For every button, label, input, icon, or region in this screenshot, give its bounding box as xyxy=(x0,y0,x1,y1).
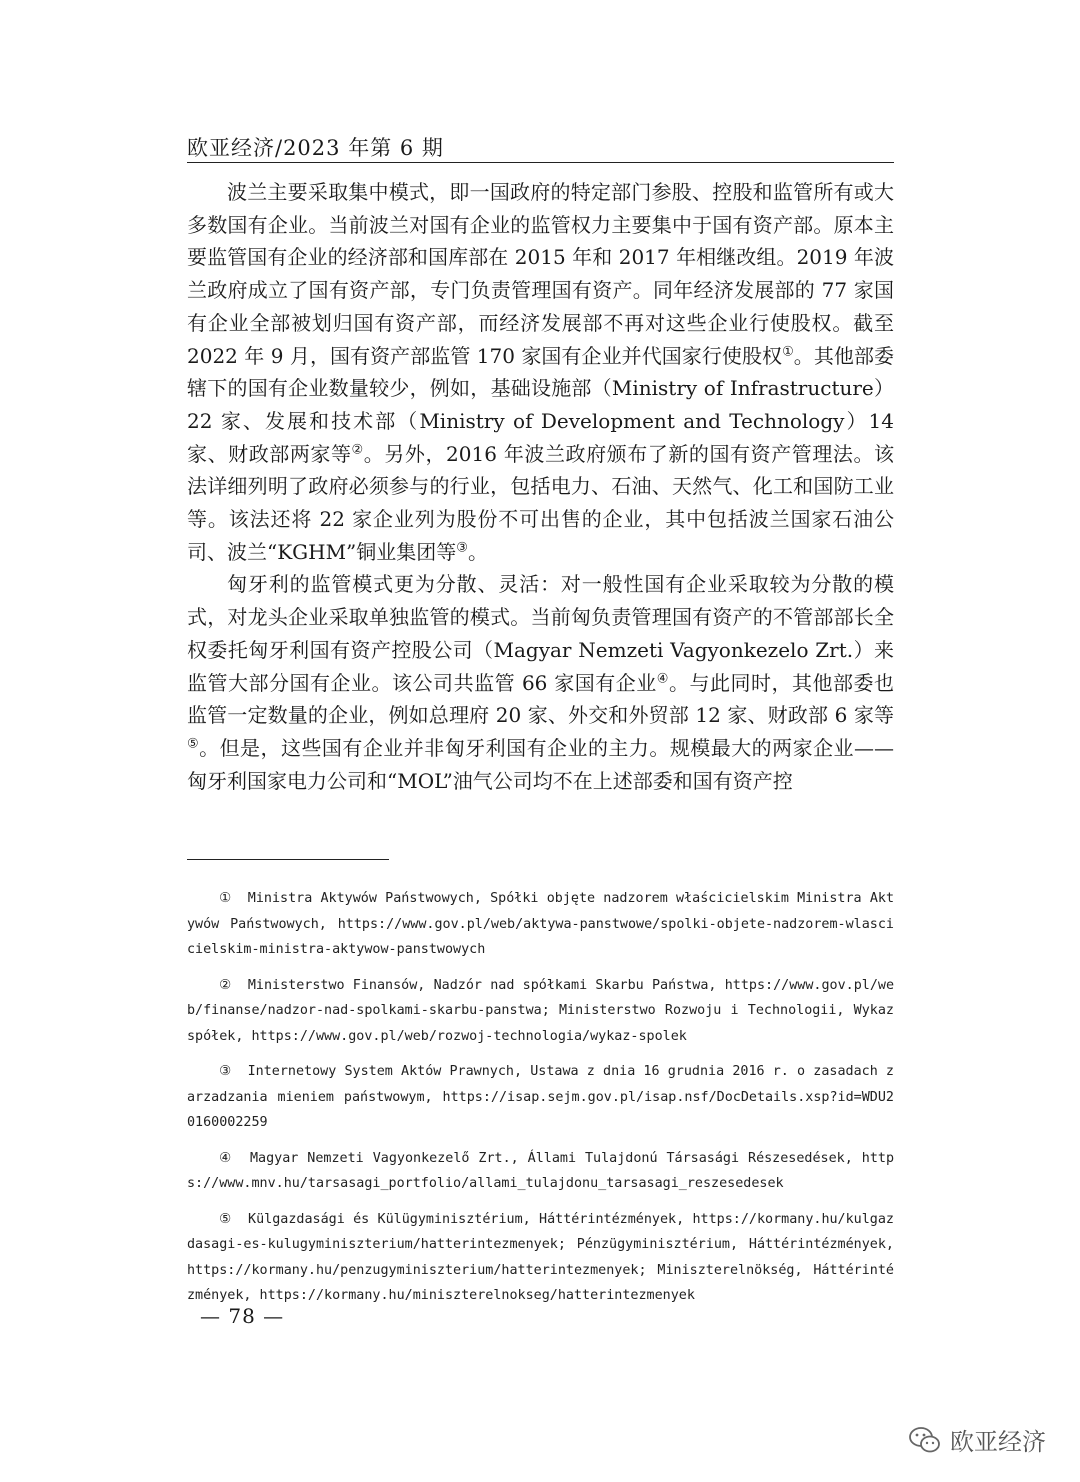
paragraph-hungary xyxy=(187,568,894,797)
footnote-3 xyxy=(187,1059,894,1136)
footnotes xyxy=(187,886,894,1319)
footnote-divider xyxy=(187,859,389,860)
running-header: 欧亚经济/2023 年第 6 期 xyxy=(187,136,444,160)
footnote-ref-1[interactable]: ① xyxy=(782,343,794,359)
footnote-text: Külgazdasági és Külügyminisztérium, Háttérintézmények, https://kormany.hu/kulgazdasagi-es-kulugyminiszterium/hatterintezmenyek; Pénzügyminisztérium, Háttérintézmények, https://kormany.hu/penzugyminiszterium/hatterintezmenyek; Miniszterelnökség, Háttérintézmények, https://kormany.hu/miniszterelnokseg/hatterintezmenyek xyxy=(187,1211,894,1303)
footnote-ref-3[interactable]: ③ xyxy=(456,540,468,556)
footnote-ref-4[interactable]: ④ xyxy=(656,670,669,686)
header-divider xyxy=(187,162,894,163)
article-body xyxy=(187,176,894,797)
footnote-marker: ② xyxy=(219,977,232,993)
paragraph-text: 。但是，这些国有企业并非匈牙利国有企业的主力。规模最大的两家企业——匈牙利国家电力公司和“MOL”油气公司均不在上述部委和国有资产控 xyxy=(187,735,895,793)
watermark-label: 欧亚经济 xyxy=(950,1428,1046,1456)
footnote-text: Internetowy System Aktów Prawnych, Ustawa z dnia 16 grudnia 2016 r. o zasadach zarzadzania mieniem państwowym, https://isap.sejm.gov.pl/isap.nsf/DocDetails.xsp?id=WDU20160002259 xyxy=(187,1064,894,1130)
footnote-5 xyxy=(187,1207,894,1309)
footnote-text: Ministerstwo Finansów, Nadzór nad spółkami Skarbu Państwa, https://www.gov.pl/web/finanse/nadzor-nad-spolkami-skarbu-panstwa; Ministerstwo Rozwoju i Technologii, Wykaz spółek, https://www.gov.pl/web/rozwoj-technologia/wykaz-spolek xyxy=(187,977,895,1044)
paragraph-text: 波兰主要采取集中模式，即一国政府的特定部门参股、控股和监管所有或大多数国有企业。当前波兰对国有企业的监管权力主要集中于国有资产部。原本主要监管国有企业的经济部和国库部在 2015 年和 2017 年相继改组。2019 年波兰政府成立了国有资产部，专门负责管理国有资产。同年经济发展部的 77 家国有企业全部被划归国有资产部，而经济发展部不再对这些企业行使股权。截至 2022 年 9 月，国有资产部监管 170 家国有企业并代国家行使股权 xyxy=(187,180,894,368)
footnote-4 xyxy=(187,1146,894,1197)
footnote-1 xyxy=(187,886,894,963)
wechat-watermark xyxy=(908,1422,1046,1457)
paragraph-text: 。与此同时，其他部委也监管一定数量的企业，例如总理府 20 家、外交和外贸部 12 家、财政部 6 家等 xyxy=(187,670,895,728)
footnote-marker: ④ xyxy=(219,1150,233,1166)
footnote-text: Ministra Aktywów Państwowych, Spółki objęte nadzorem właścicielskim Ministra Aktywów Państwowych, https://www.gov.pl/web/aktywa-panstwowe/spolki-objete-nadzorem-wlascicielskim-ministra-aktywow-panstwowych xyxy=(187,891,895,957)
paragraph-text: 。另外，2016 年波兰政府颁布了新的国有资产管理法。该法详细列明了政府必须参与的行业，包括电力、石油、天然气、化工和国防工业等。该法还将 22 家企业列为股份不可出售的企业，其中包括波兰国家石油公司、波兰“KGHM”铜业集团等 xyxy=(187,441,895,564)
footnote-ref-2[interactable]: ② xyxy=(351,441,364,457)
paragraph-poland xyxy=(187,176,894,568)
paragraph-text: 。其他部委辖下的国有企业数量较少，例如，基础设施部（Ministry of Infrastructure）22 家、发展和技术部（Ministry of Development and Technology）14 家、财政部两家等 xyxy=(187,343,895,466)
page-number: — 78 — xyxy=(200,1304,285,1328)
footnote-2 xyxy=(187,973,894,1050)
paragraph-text: 。 xyxy=(467,539,488,564)
footnote-marker: ① xyxy=(219,891,232,906)
footnote-text: Magyar Nemzeti Vagyonkezelő Zrt., Állami Tulajdonú Társasági Részesedések, https://www.mnv.hu/tarsasagi_portfolio/allami_tulajdonu_tarsasagi_reszesedesek xyxy=(187,1150,895,1191)
paragraph-text: 匈牙利的监管模式更为分散、灵活：对一般性国有企业采取较为分散的模式，对龙头企业采取单独监管的模式。当前匈负责管理国有资产的不管部部长全权委托匈牙利国有资产控股公司（Magyar Nemzeti Vagyonkezelo Zrt.）来监管大部分国有企业。该公司共监管 66 家国有企业 xyxy=(187,572,894,695)
footnote-marker: ③ xyxy=(219,1064,232,1079)
wechat-icon xyxy=(908,1425,942,1455)
footnote-ref-5[interactable]: ⑤ xyxy=(187,736,200,752)
footnote-marker: ⑤ xyxy=(219,1211,232,1227)
